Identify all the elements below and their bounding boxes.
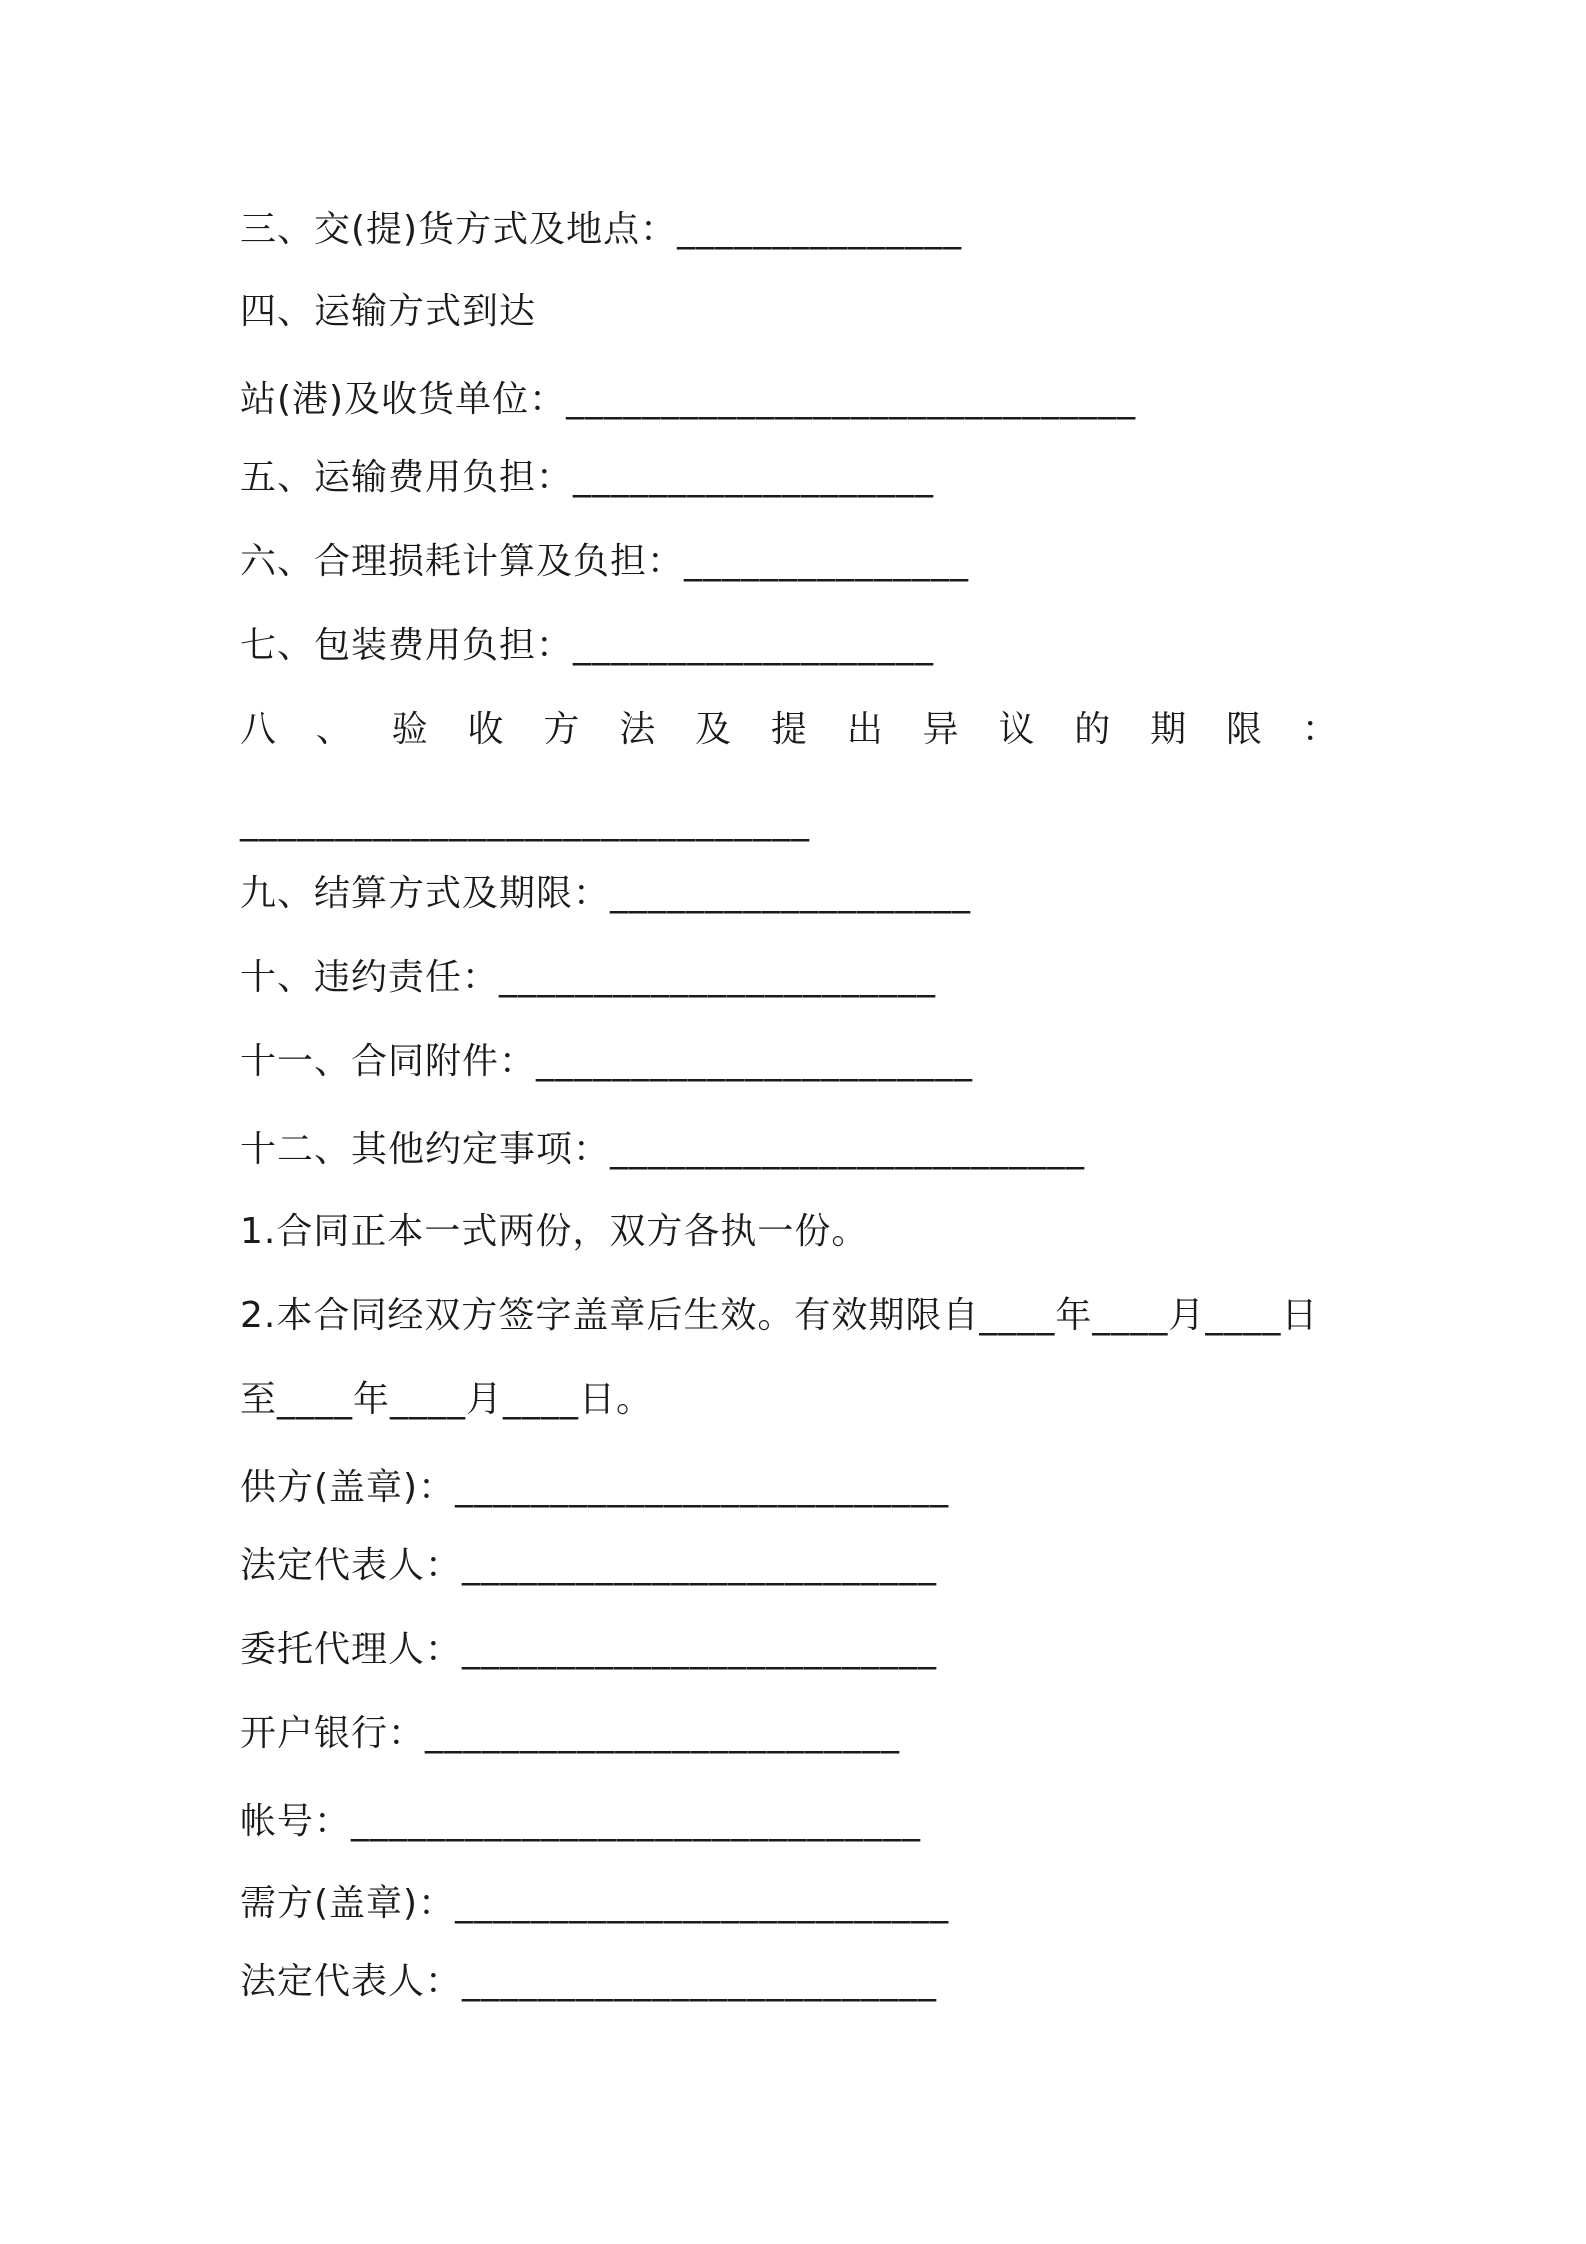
clause-8-char: 限	[1225, 709, 1262, 750]
buyer-legal-rep: 法定代表人：_________________________	[240, 1961, 938, 2002]
clause-8-char: 异	[922, 709, 959, 750]
clause-4-station-consignee: 站(港)及收货单位：______________________________	[240, 379, 1137, 420]
clause-6-loss-calculation: 六、合理损耗计算及负担：_______________	[240, 541, 970, 582]
clause-8-char: 验	[391, 709, 428, 750]
note-2-validity-end: 至____年____月____日。	[240, 1379, 654, 1420]
supplier-account: 帐号：______________________________	[240, 1801, 922, 1842]
buyer-seal: 需方(盖章)：__________________________	[240, 1883, 950, 1924]
note-1-copies: 1.合同正本一式两份，双方各执一份。	[240, 1211, 869, 1252]
clause-7-packaging-cost: 七、包装费用负担：___________________	[240, 625, 935, 666]
clause-4-transport-method: 四、运输方式到达	[240, 291, 537, 332]
clause-8-inspection-method	[240, 708, 1338, 752]
clause-8-char: 八	[240, 709, 277, 750]
clause-9-settlement: 九、结算方式及期限：___________________	[240, 873, 972, 914]
note-2-validity: 2.本合同经双方签字盖章后生效。有效期限自____年____月____日	[240, 1295, 1319, 1336]
clause-8-char: 法	[619, 709, 656, 750]
clause-8-char: 方	[543, 709, 580, 750]
clause-3-delivery-method: 三、交(提)货方式及地点：_______________	[240, 209, 963, 250]
clause-8-char: 、	[315, 709, 352, 750]
supplier-seal: 供方(盖章)：__________________________	[240, 1467, 950, 1508]
clause-5-transport-cost: 五、运输费用负担：___________________	[240, 457, 935, 498]
clause-8-char: 及	[695, 709, 732, 750]
clause-8-char: 提	[770, 709, 807, 750]
clause-8-char: 期	[1150, 709, 1187, 750]
clause-11-attachments: 十一、合同附件：_______________________	[240, 1041, 974, 1082]
clause-8-blank: ______________________________	[240, 801, 810, 842]
supplier-agent: 委托代理人：_________________________	[240, 1629, 938, 1670]
clause-12-other-matters: 十二、其他约定事项：_________________________	[240, 1129, 1086, 1170]
supplier-legal-rep: 法定代表人：_________________________	[240, 1545, 938, 1586]
clause-8-char: 议	[998, 709, 1035, 750]
supplier-bank: 开户银行：_________________________	[240, 1713, 901, 1754]
clause-8-char: 出	[846, 709, 883, 750]
clause-8-char: 收	[467, 709, 504, 750]
clause-8-char: ：	[1301, 709, 1338, 750]
clause-8-char: 的	[1074, 709, 1111, 750]
clause-10-liability: 十、违约责任：_______________________	[240, 957, 937, 998]
